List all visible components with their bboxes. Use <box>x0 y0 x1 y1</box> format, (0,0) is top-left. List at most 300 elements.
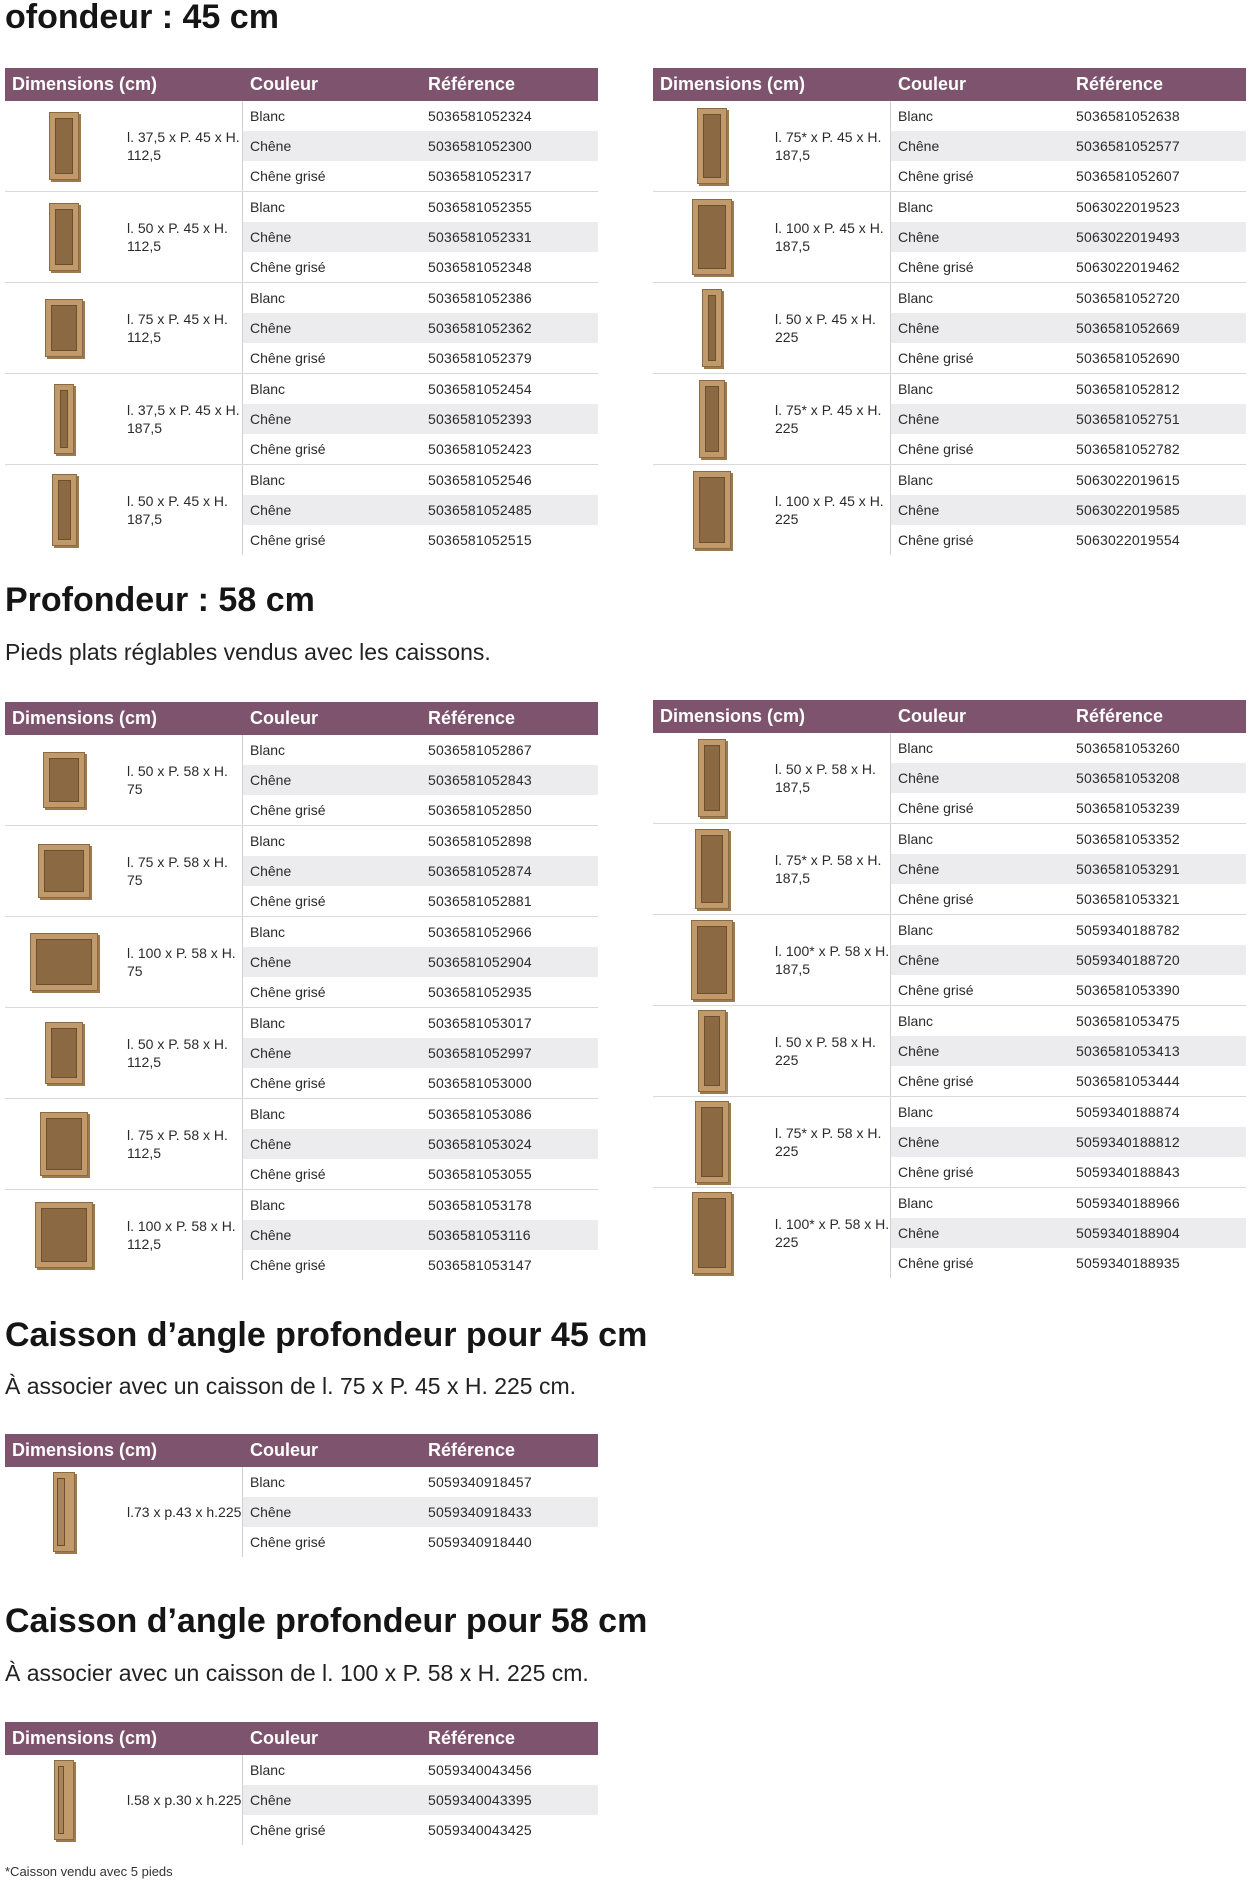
variant-colour: Chêne <box>898 770 940 786</box>
variant-colour: Chêne <box>898 861 940 877</box>
product-dimensions: l. 75* x P. 45 x H. 225 <box>771 374 891 464</box>
variant-row <box>891 945 1246 975</box>
variant-colour: Blanc <box>250 199 286 215</box>
variant-row <box>243 404 598 434</box>
cabinet-icon <box>698 739 726 817</box>
table-58-left <box>5 702 598 1280</box>
variant-row <box>891 161 1246 191</box>
variant-colour: Chêne <box>250 1045 292 1061</box>
variant-reference: 5036581052966 <box>428 924 532 940</box>
variant-colour: Chêne <box>898 229 940 245</box>
section-title-58: Profondeur : 58 cm <box>5 581 315 619</box>
variant-colour: Chêne <box>898 138 940 154</box>
variant-reference: 5063022019493 <box>1076 229 1180 245</box>
variant-colour: Chêne grisé <box>250 532 326 548</box>
variant-colour: Chêne grisé <box>250 168 326 184</box>
variant-colour: Chêne grisé <box>250 1822 326 1838</box>
variant-reference: 5036581052935 <box>428 984 532 1000</box>
variant-colour: Blanc <box>250 742 286 758</box>
variant-reference: 5036581052850 <box>428 802 532 818</box>
cabinet-icon <box>692 1192 732 1274</box>
cabinet-icon <box>702 289 722 367</box>
variant-reference: 5059340188720 <box>1076 952 1180 968</box>
variant-row <box>891 854 1246 884</box>
variant-row <box>891 434 1246 464</box>
variant-colour: Blanc <box>250 472 286 488</box>
variant-colour: Blanc <box>250 290 286 306</box>
variant-reference: 5036581053444 <box>1076 1073 1180 1089</box>
table-header <box>5 1434 598 1467</box>
variant-row <box>243 192 598 222</box>
variant-row <box>243 1190 598 1220</box>
cabinet-image <box>5 1467 123 1557</box>
variant-reference: 5036581052362 <box>428 320 532 336</box>
product-dimensions: l. 100 x P. 58 x H. 75 <box>123 917 243 1007</box>
variant-reference: 5036581052331 <box>428 229 532 245</box>
cabinet-image <box>5 374 123 464</box>
variant-reference: 5036581052782 <box>1076 441 1180 457</box>
variant-reference: 5036581052638 <box>1076 108 1180 124</box>
variant-row <box>243 101 598 131</box>
cabinet-image <box>5 192 123 282</box>
variant-colour: Blanc <box>898 1104 934 1120</box>
variant-colour: Chêne grisé <box>898 441 974 457</box>
variant-colour: Chêne <box>250 502 292 518</box>
cabinet-image <box>653 465 771 555</box>
product-dimensions: l. 75 x P. 45 x H. 112,5 <box>123 283 243 373</box>
variant-row <box>243 795 598 825</box>
variant-row <box>891 824 1246 854</box>
variant-reference: 5036581052867 <box>428 742 532 758</box>
product-dimensions: l. 75* x P. 58 x H. 187,5 <box>771 824 891 914</box>
variant-reference: 5036581052485 <box>428 502 532 518</box>
variant-reference: 5036581052386 <box>428 290 532 306</box>
product-dimensions: l. 75* x P. 58 x H. 225 <box>771 1097 891 1187</box>
table-58-right <box>653 700 1246 1278</box>
product-group <box>5 1190 598 1280</box>
header-dimensions: Dimensions (cm) <box>660 706 806 726</box>
cabinet-icon <box>49 203 79 271</box>
product-dimensions: l. 75 x P. 58 x H. 75 <box>123 826 243 916</box>
header-reference: Référence <box>1076 74 1164 94</box>
variant-row <box>243 1099 598 1129</box>
product-group <box>653 374 1246 465</box>
variant-colour: Chêne grisé <box>898 1164 974 1180</box>
variant-row <box>243 525 598 555</box>
variant-reference: 5036581053055 <box>428 1166 532 1182</box>
variant-row <box>891 1097 1246 1127</box>
cabinet-icon <box>692 199 732 275</box>
variant-colour: Chêne grisé <box>898 800 974 816</box>
variant-reference: 5036581052720 <box>1076 290 1180 306</box>
variant-reference: 5059340918440 <box>428 1534 532 1550</box>
header-colour: Couleur <box>250 74 319 94</box>
product-dimensions: l. 50 x P. 58 x H. 75 <box>123 735 243 825</box>
variant-colour: Blanc <box>250 1474 286 1490</box>
variant-reference: 5036581053352 <box>1076 831 1180 847</box>
cabinet-icon <box>698 1010 726 1092</box>
variant-reference: 5036581053116 <box>428 1227 531 1243</box>
variant-colour: Blanc <box>898 290 934 306</box>
cabinet-image <box>653 733 771 823</box>
variant-row <box>891 1006 1246 1036</box>
variant-row <box>243 1785 598 1815</box>
table-header <box>653 700 1246 733</box>
variant-reference: 5036581053475 <box>1076 1013 1180 1029</box>
product-group <box>5 735 598 826</box>
variant-colour: Blanc <box>898 740 934 756</box>
cabinet-image <box>653 374 771 464</box>
variant-reference: 5036581053239 <box>1076 800 1180 816</box>
variant-reference: 5063022019585 <box>1076 502 1180 518</box>
cabinet-icon <box>52 474 77 546</box>
variant-row <box>243 1250 598 1280</box>
cabinet-icon <box>697 108 727 184</box>
variant-row <box>891 374 1246 404</box>
variant-reference: 5059340188812 <box>1076 1134 1180 1150</box>
variant-reference: 5063022019554 <box>1076 532 1180 548</box>
product-dimensions: l. 100 x P. 45 x H. 225 <box>771 465 891 555</box>
variant-row <box>243 252 598 282</box>
variant-reference: 5036581052751 <box>1076 411 1180 427</box>
variant-row <box>243 222 598 252</box>
variant-row <box>243 465 598 495</box>
variant-row <box>891 465 1246 495</box>
variant-colour: Blanc <box>898 108 934 124</box>
header-reference: Référence <box>428 1728 516 1748</box>
variant-colour: Chêne grisé <box>898 259 974 275</box>
variant-colour: Chêne grisé <box>898 350 974 366</box>
variant-reference: 5036581052904 <box>428 954 532 970</box>
angle58-title: Caisson d’angle profondeur pour 58 cm <box>5 1602 648 1640</box>
header-dimensions: Dimensions (cm) <box>12 1440 158 1460</box>
variant-row <box>243 1220 598 1250</box>
product-group <box>5 1755 598 1845</box>
product-dimensions: l. 50 x P. 45 x H. 187,5 <box>123 465 243 555</box>
variant-reference: 5059340918433 <box>428 1504 532 1520</box>
cabinet-image <box>653 1188 771 1278</box>
cabinet-image <box>653 1097 771 1187</box>
product-group <box>5 374 598 465</box>
variant-reference: 5036581052843 <box>428 772 532 788</box>
variant-row <box>243 1129 598 1159</box>
table-header <box>5 68 598 101</box>
variant-reference: 5036581053178 <box>428 1197 532 1213</box>
cabinet-icon <box>35 1202 93 1268</box>
variant-row <box>243 917 598 947</box>
variant-reference: 5036581052607 <box>1076 168 1180 184</box>
variant-row <box>243 1008 598 1038</box>
header-colour: Couleur <box>250 1728 319 1748</box>
variant-reference: 5036581052300 <box>428 138 532 154</box>
variant-colour: Chêne <box>250 1504 292 1520</box>
variant-reference: 5036581053291 <box>1076 861 1180 877</box>
variant-row <box>243 826 598 856</box>
variant-reference: 5059340043425 <box>428 1822 532 1838</box>
cabinet-icon <box>54 1760 74 1840</box>
variant-colour: Blanc <box>250 924 286 940</box>
variant-reference: 5036581052379 <box>428 350 532 366</box>
variant-row <box>891 222 1246 252</box>
product-group <box>5 917 598 1008</box>
variant-colour: Blanc <box>898 922 934 938</box>
header-reference: Référence <box>428 74 516 94</box>
table-header <box>653 68 1246 101</box>
variant-reference: 5036581052348 <box>428 259 532 275</box>
variant-colour: Chêne <box>250 772 292 788</box>
variant-colour: Blanc <box>898 199 934 215</box>
cabinet-icon <box>45 1022 83 1084</box>
cabinet-image <box>653 101 771 191</box>
product-group <box>653 283 1246 374</box>
header-colour: Couleur <box>250 708 319 728</box>
product-group <box>5 1099 598 1190</box>
variant-colour: Chêne grisé <box>898 891 974 907</box>
section-subtitle-58: Pieds plats réglables vendus avec les caissons. <box>5 639 491 665</box>
variant-colour: Chêne <box>250 1227 292 1243</box>
variant-reference: 5036581053390 <box>1076 982 1180 998</box>
variant-colour: Blanc <box>250 833 286 849</box>
footnote: *Caisson vendu avec 5 pieds <box>5 1864 173 1879</box>
product-dimensions: l. 50 x P. 45 x H. 112,5 <box>123 192 243 282</box>
variant-reference: 5036581052874 <box>428 863 532 879</box>
variant-row <box>891 495 1246 525</box>
variant-reference: 5036581053024 <box>428 1136 532 1152</box>
table-45-right <box>653 68 1246 555</box>
cabinet-icon <box>38 844 90 898</box>
variant-reference: 5036581053086 <box>428 1106 532 1122</box>
variant-colour: Chêne <box>898 952 940 968</box>
variant-reference: 5063022019462 <box>1076 259 1180 275</box>
variant-reference: 5059340188966 <box>1076 1195 1180 1211</box>
header-reference: Référence <box>428 1440 516 1460</box>
product-group <box>653 915 1246 1006</box>
variant-row <box>891 1036 1246 1066</box>
variant-reference: 5036581052393 <box>428 411 532 427</box>
table-header <box>5 1722 598 1755</box>
product-group <box>5 465 598 555</box>
variant-row <box>891 1248 1246 1278</box>
variant-row <box>891 763 1246 793</box>
variant-row <box>243 434 598 464</box>
header-reference: Référence <box>428 708 516 728</box>
angle45-title: Caisson d’angle profondeur pour 45 cm <box>5 1316 648 1354</box>
variant-colour: Chêne <box>250 954 292 970</box>
variant-row <box>891 313 1246 343</box>
header-dimensions: Dimensions (cm) <box>660 74 806 94</box>
cabinet-image <box>5 826 123 916</box>
variant-row <box>891 733 1246 763</box>
variant-colour: Chêne <box>898 1134 940 1150</box>
product-group <box>5 1467 598 1557</box>
variant-colour: Chêne grisé <box>250 802 326 818</box>
product-group <box>653 1006 1246 1097</box>
variant-row <box>891 1127 1246 1157</box>
cabinet-image <box>5 1099 123 1189</box>
cabinet-image <box>5 1755 123 1845</box>
variant-reference: 5036581052454 <box>428 381 532 397</box>
variant-colour: Blanc <box>898 381 934 397</box>
variant-row <box>243 886 598 916</box>
variant-row <box>891 131 1246 161</box>
product-dimensions: l. 50 x P. 58 x H. 112,5 <box>123 1008 243 1098</box>
header-dimensions: Dimensions (cm) <box>12 74 158 94</box>
variant-reference: 5059340043456 <box>428 1762 532 1778</box>
cabinet-icon <box>695 1101 729 1183</box>
variant-colour: Chêne <box>250 320 292 336</box>
variant-row <box>243 374 598 404</box>
variant-row <box>243 161 598 191</box>
cabinet-image <box>5 1008 123 1098</box>
variant-row <box>243 1068 598 1098</box>
variant-row <box>891 101 1246 131</box>
variant-reference: 5036581052898 <box>428 833 532 849</box>
variant-colour: Chêne <box>250 1792 292 1808</box>
variant-reference: 5036581052317 <box>428 168 532 184</box>
variant-colour: Chêne grisé <box>250 1166 326 1182</box>
product-dimensions: l.58 x p.30 x h.225 <box>123 1755 243 1845</box>
angle45-subtitle: À associer avec un caisson de l. 75 x P. 45 x H. 225 cm. <box>5 1373 577 1399</box>
cabinet-image <box>5 1190 123 1280</box>
variant-colour: Chêne grisé <box>250 893 326 909</box>
product-group <box>5 192 598 283</box>
variant-colour: Chêne <box>250 138 292 154</box>
variant-row <box>243 977 598 1007</box>
variant-colour: Chêne grisé <box>898 1073 974 1089</box>
variant-row <box>243 1497 598 1527</box>
cabinet-image <box>5 465 123 555</box>
variant-reference: 5059340188874 <box>1076 1104 1180 1120</box>
cabinet-icon <box>43 752 85 808</box>
table-angle58 <box>5 1722 598 1845</box>
cabinet-icon <box>40 1112 88 1176</box>
variant-colour: Blanc <box>250 1106 286 1122</box>
variant-colour: Chêne grisé <box>250 1534 326 1550</box>
header-colour: Couleur <box>250 1440 319 1460</box>
variant-colour: Blanc <box>250 1762 286 1778</box>
product-dimensions: l. 100 x P. 58 x H. 112,5 <box>123 1190 243 1280</box>
header-colour: Couleur <box>898 74 967 94</box>
product-group <box>5 283 598 374</box>
variant-row <box>243 131 598 161</box>
variant-reference: 5036581052324 <box>428 108 532 124</box>
variant-colour: Blanc <box>250 1015 286 1031</box>
cabinet-icon <box>49 112 79 180</box>
cabinet-icon <box>691 920 733 1000</box>
product-group <box>5 826 598 917</box>
variant-row <box>243 1527 598 1557</box>
product-group <box>653 101 1246 192</box>
variant-reference: 5036581053321 <box>1076 891 1180 907</box>
variant-row <box>891 343 1246 373</box>
variant-colour: Chêne grisé <box>250 350 326 366</box>
product-group <box>653 1097 1246 1188</box>
variant-colour: Chêne grisé <box>898 532 974 548</box>
variant-colour: Blanc <box>898 1195 934 1211</box>
variant-reference: 5063022019615 <box>1076 472 1180 488</box>
product-dimensions: l. 50 x P. 45 x H. 225 <box>771 283 891 373</box>
variant-reference: 5036581053147 <box>428 1257 532 1273</box>
variant-row <box>243 1467 598 1497</box>
cabinet-image <box>5 917 123 1007</box>
variant-row <box>891 1157 1246 1187</box>
header-dimensions: Dimensions (cm) <box>12 708 158 728</box>
variant-colour: Blanc <box>250 108 286 124</box>
cabinet-icon <box>45 299 83 357</box>
variant-reference: 5036581052690 <box>1076 350 1180 366</box>
product-dimensions: l. 50 x P. 58 x H. 225 <box>771 1006 891 1096</box>
variant-row <box>891 252 1246 282</box>
cabinet-image <box>5 283 123 373</box>
variant-row <box>891 1218 1246 1248</box>
variant-colour: Chêne grisé <box>250 1075 326 1091</box>
variant-row <box>891 1188 1246 1218</box>
product-dimensions: l.73 x p.43 x h.225 <box>123 1467 243 1557</box>
product-group <box>653 1188 1246 1278</box>
variant-reference: 5036581053413 <box>1076 1043 1180 1059</box>
variant-row <box>891 404 1246 434</box>
angle58-subtitle: À associer avec un caisson de l. 100 x P. 58 x H. 225 cm. <box>5 1660 589 1686</box>
cabinet-icon <box>699 380 725 458</box>
variant-colour: Blanc <box>898 472 934 488</box>
variant-colour: Chêne grisé <box>250 984 326 1000</box>
variant-colour: Chêne <box>250 863 292 879</box>
cabinet-image <box>653 824 771 914</box>
product-dimensions: l. 100* x P. 58 x H. 225 <box>771 1188 891 1278</box>
cabinet-image <box>653 1006 771 1096</box>
variant-row <box>243 1755 598 1785</box>
variant-row <box>891 283 1246 313</box>
variant-row <box>891 915 1246 945</box>
variant-row <box>243 765 598 795</box>
cabinet-image <box>653 192 771 282</box>
variant-reference: 5036581052546 <box>428 472 532 488</box>
variant-reference: 5036581052881 <box>428 893 532 909</box>
variant-reference: 5036581052669 <box>1076 320 1180 336</box>
variant-colour: Blanc <box>898 1013 934 1029</box>
table-45-left <box>5 68 598 555</box>
variant-row <box>243 495 598 525</box>
variant-reference: 5036581053208 <box>1076 770 1180 786</box>
variant-reference: 5036581052423 <box>428 441 532 457</box>
cabinet-icon <box>54 384 74 454</box>
product-dimensions: l. 75* x P. 45 x H. 187,5 <box>771 101 891 191</box>
product-group <box>5 1008 598 1099</box>
variant-reference: 5036581053017 <box>428 1015 532 1031</box>
cabinet-image <box>653 283 771 373</box>
cabinet-image <box>5 101 123 191</box>
product-group <box>653 192 1246 283</box>
variant-colour: Chêne grisé <box>898 982 974 998</box>
variant-row <box>243 283 598 313</box>
table-header <box>5 702 598 735</box>
variant-reference: 5063022019523 <box>1076 199 1180 215</box>
header-colour: Couleur <box>898 706 967 726</box>
variant-colour: Chêne <box>898 320 940 336</box>
variant-reference: 5036581052355 <box>428 199 532 215</box>
variant-row <box>243 947 598 977</box>
variant-row <box>891 793 1246 823</box>
variant-colour: Chêne <box>898 1043 940 1059</box>
variant-reference: 5059340918457 <box>428 1474 532 1490</box>
header-dimensions: Dimensions (cm) <box>12 1728 158 1748</box>
variant-colour: Chêne <box>898 411 940 427</box>
variant-colour: Chêne <box>250 411 292 427</box>
product-dimensions: l. 37,5 x P. 45 x H. 187,5 <box>123 374 243 464</box>
variant-row <box>891 884 1246 914</box>
variant-reference: 5036581052577 <box>1076 138 1180 154</box>
product-dimensions: l. 100* x P. 58 x H. 187,5 <box>771 915 891 1005</box>
